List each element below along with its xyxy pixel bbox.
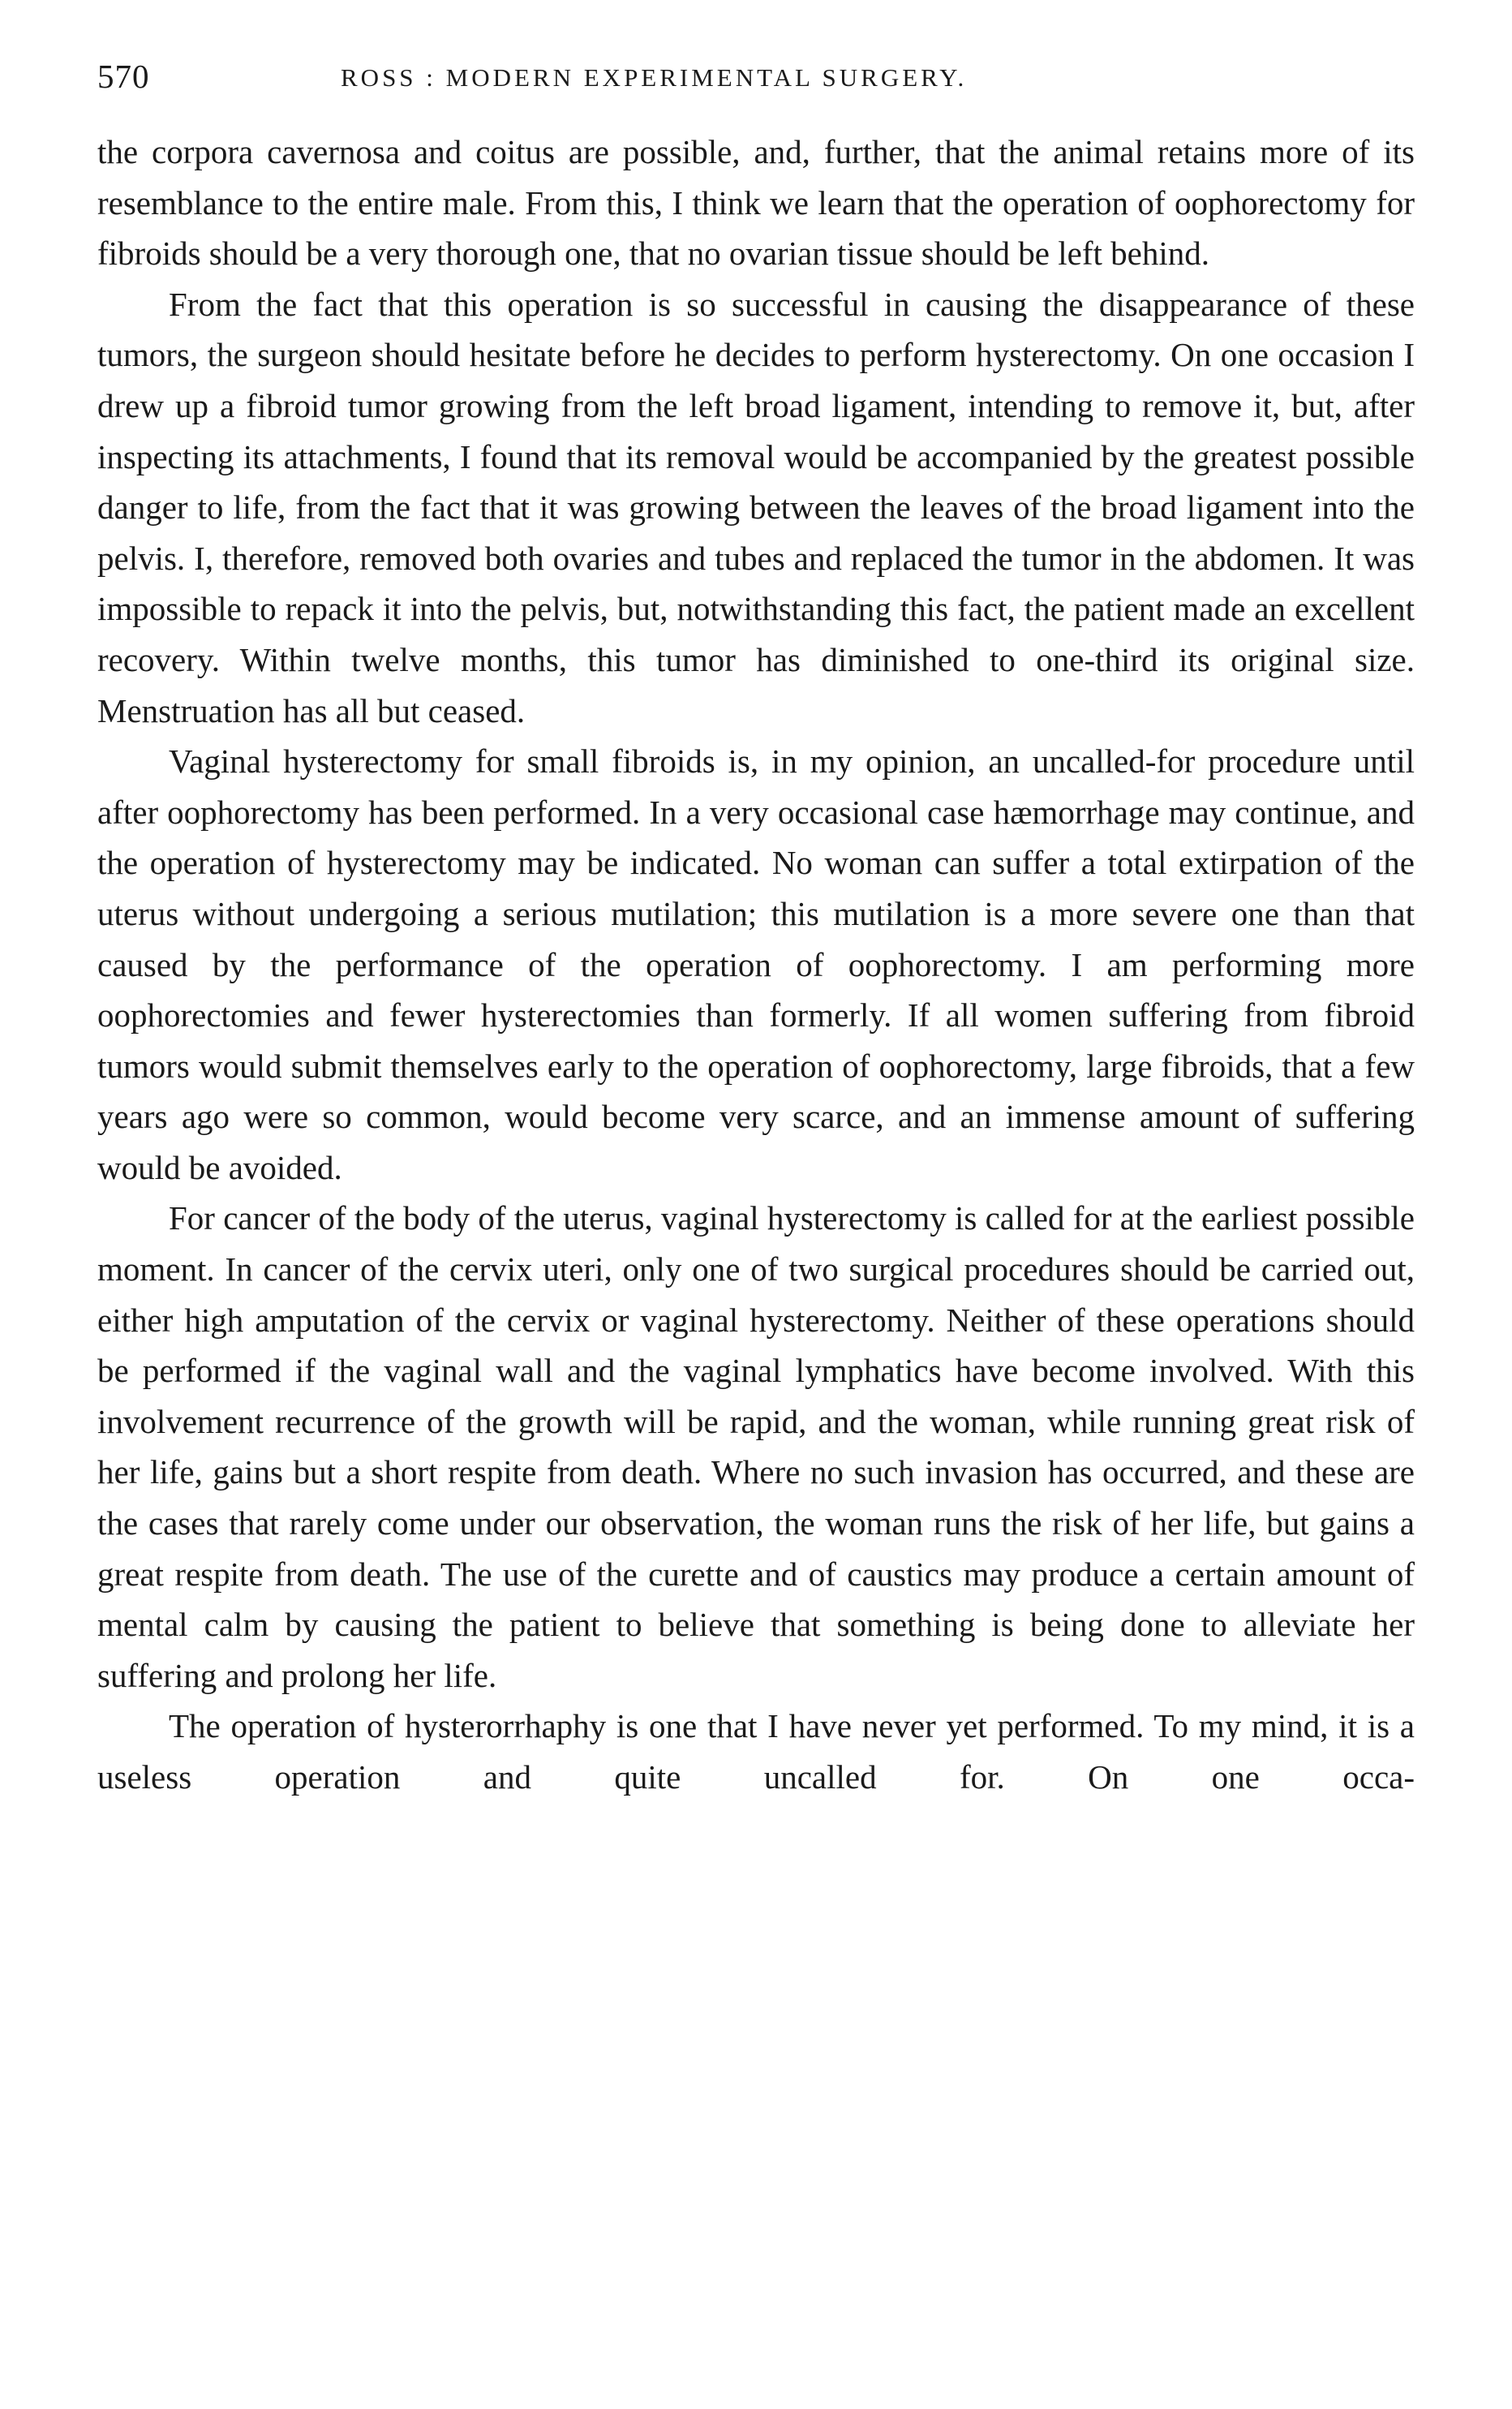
body-text [97, 127, 1415, 1803]
paragraph-continuation: the corpora cavernosa and coitus are possible, and, further, that the animal retains more of its resemblance to the entire male. From this, I think we learn that the operation of oophorectomy for fibroids should be a very thorough one, that no ovarian tissue should be left behind. [97, 133, 1415, 273]
paragraph-cancer-uterus: For cancer of the body of the uterus, vaginal hysterectomy is called for at the earliest possible moment. In cancer of the cervix uteri, only one of two surgical procedures should be carried out, either high amputation of the cervix or vaginal hysterectomy. Neither of these operations should be performed if the vaginal wall and the vaginal lymphatics have become involved. With this involvement recurrence of the growth will be rapid, and the woman, while running great risk of her life, gains but a short respite from death. Where no such invasion has occurred, and these are the cases that rarely come under our observation, the woman runs the risk of her life, but gains a great respite from death. The use of the curette and of caustics may produce a certain amount of mental calm by causing the patient to believe that something is being done to alleviate her suffering and prolong her life. [97, 1199, 1415, 1694]
page-number: 570 [97, 58, 150, 95]
book-page [97, 57, 1415, 1803]
paragraph-hysterectomy-caution: From the fact that this operation is so successful in causing the disappearance of these tumors, the surgeon should hesitate before he decides to perform hysterectomy. On one occasion I drew up a fibroid tumor growing from the left broad ligament, intending to remove it, but, after inspecting its attachments, I found that its removal would be accompanied by the greatest possible danger to life, from the fact that it was growing between the leaves of the broad ligament into the pelvis. I, therefore, removed both ovaries and tubes and replaced the tumor in the abdomen. It was impossible to repack it into the pelvis, but, notwithstanding this fact, the patient made an excellent recovery. Within twelve months, this tumor has diminished to one-third its original size. Menstruation has all but ceased. [97, 285, 1415, 729]
running-head [97, 57, 1415, 105]
paragraph-hysterorrhaphy: The operation of hysterorrhaphy is one that I have never yet performed. To my mind, it is a useless operation and quite uncalled for. On one occa- [97, 1707, 1415, 1796]
running-title: ROSS : MODERN EXPERIMENTAL SURGERY. [341, 63, 968, 92]
paragraph-vaginal-hysterectomy: Vaginal hysterectomy for small fibroids is, in my opinion, an uncalled-for procedure until after oophorectomy has been performed. In a very occasional case hæmorrhage may continue, and the operation of hysterectomy may be indicated. No woman can suffer a total extirpation of the uterus without undergoing a serious mutilation; this mutilation is a more severe one than that caused by the performance of the operation of oophorectomy. I am performing more oophorectomies and fewer hysterectomies than formerly. If all women suffering from fibroid tumors would submit themselves early to the operation of oophorectomy, large fibroids, that a few years ago were so common, would become very scarce, and an immense amount of suffering would be avoided. [97, 742, 1415, 1186]
